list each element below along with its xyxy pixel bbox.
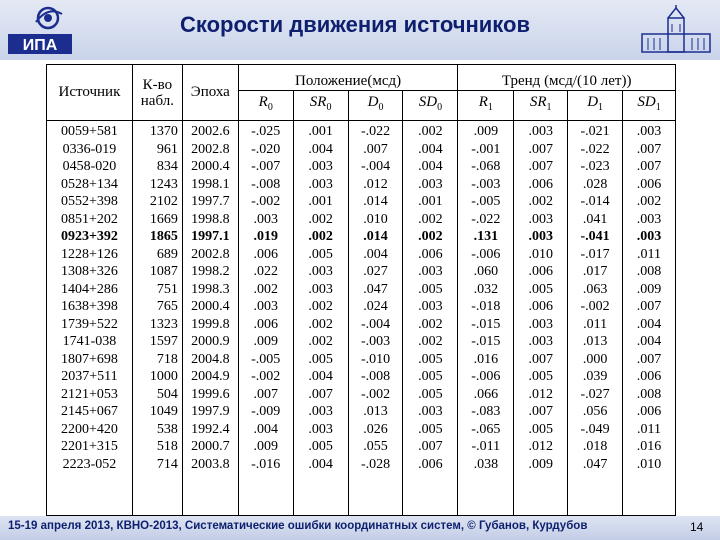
table-cell: -.083 [471, 404, 501, 419]
table-cell: .005 [528, 421, 553, 437]
table-cell: 2000.4 [191, 299, 230, 314]
table-cell: .063 [582, 281, 608, 297]
table-cell: .060 [473, 264, 499, 279]
table-cell: 1998.1 [191, 176, 230, 192]
header-source: Источник [47, 65, 133, 121]
table-cell: .003 [636, 229, 662, 244]
table-cell: -.025 [251, 124, 281, 139]
table-cell: 2121+053 [61, 386, 118, 402]
table-cell: 2145+067 [61, 404, 118, 419]
table-cell: 2000.9 [191, 334, 230, 349]
table-cell: .004 [636, 334, 662, 349]
column-D0 [348, 121, 403, 516]
table-cell: -.068 [471, 159, 501, 174]
table-cell: .010 [636, 456, 662, 472]
table-cell: .002 [418, 124, 443, 139]
table-cell: .002 [418, 211, 443, 227]
table-cell: .004 [418, 141, 443, 157]
table-cell: .004 [418, 159, 443, 174]
table-cell: .006 [253, 246, 278, 262]
table-cell: -.003 [471, 176, 501, 192]
table-cell: 1049 [149, 404, 178, 419]
table-cell: -.016 [251, 456, 281, 472]
table-cell: -.002 [580, 299, 610, 314]
table-cell: 0336-019 [62, 141, 117, 157]
table-cell: 1638+398 [61, 299, 118, 314]
table-cell: -.027 [580, 386, 610, 402]
table-cell: .013 [582, 334, 608, 349]
table-cell: 1370 [149, 124, 178, 139]
header-sub-0 [238, 91, 293, 121]
table-cell: .003 [253, 299, 278, 314]
table-cell: 2223-052 [62, 456, 117, 472]
table-cell: .005 [308, 246, 333, 262]
column-source [47, 121, 133, 516]
table-cell: -.049 [580, 421, 610, 437]
table-cell: 1807+698 [61, 351, 118, 367]
header-sub-index: 1 [546, 102, 552, 114]
table-cell: .003 [636, 211, 662, 227]
table-cell: -.005 [471, 194, 501, 209]
table-cell: .038 [473, 456, 499, 472]
table-cell: .019 [253, 229, 278, 244]
table-cell: 2102 [149, 194, 178, 209]
table-cell: .056 [582, 404, 608, 419]
table-cell: .008 [636, 386, 662, 402]
table-cell: 1997.9 [191, 404, 230, 419]
table-cell: 518 [156, 439, 178, 454]
table-cell: .066 [473, 386, 499, 402]
table-cell: .006 [253, 316, 278, 332]
table-cell: .003 [418, 404, 443, 419]
table-cell: 538 [156, 421, 178, 437]
table-cell: .007 [363, 141, 388, 157]
table-cell: 0059+581 [61, 124, 118, 139]
table-cell: 961 [156, 141, 178, 157]
source-velocities-table [46, 64, 676, 516]
table-cell: .003 [636, 124, 662, 139]
column-count [132, 121, 182, 516]
table-cell: -.022 [471, 211, 501, 227]
table-cell: .007 [418, 439, 443, 454]
table-cell: -.006 [471, 246, 501, 262]
column-D1 [568, 121, 623, 516]
column-SR1 [514, 121, 568, 516]
table-cell: .047 [582, 456, 608, 472]
column-R0 [238, 121, 293, 516]
table-cell: .007 [636, 299, 662, 314]
table-cell: .005 [528, 369, 553, 384]
table-cell: 689 [156, 246, 178, 262]
table-cell: .016 [473, 351, 499, 367]
table-cell: -.008 [360, 369, 391, 384]
table-cell: .006 [636, 176, 662, 192]
table-cell: .002 [253, 281, 278, 297]
table-cell: 2003.8 [191, 456, 230, 472]
table-cell: -.006 [471, 369, 501, 384]
table-cell: 1243 [149, 176, 178, 192]
table-cell: .039 [582, 369, 608, 384]
table-cell: 1739+522 [61, 316, 118, 332]
table-cell: .007 [528, 141, 553, 157]
header-count: К-во набл. [132, 65, 182, 121]
table-cell: 765 [156, 299, 178, 314]
table-cell: .006 [636, 404, 662, 419]
table-cell: .002 [308, 334, 333, 349]
table-cell: .004 [308, 369, 333, 384]
table-cell: .005 [308, 439, 333, 454]
table-cell: 1087 [149, 264, 178, 279]
table-cell: .006 [528, 176, 553, 192]
table-cell: 1741-038 [62, 334, 117, 349]
table-cell: .003 [528, 124, 553, 139]
header-sub-label: SD [637, 94, 656, 111]
table-cell: 1992.4 [191, 421, 230, 437]
header-sub-2 [348, 91, 403, 121]
table-cell: -.002 [251, 369, 281, 384]
logo-text: ИПА [22, 37, 58, 54]
header-sub-label: SR [529, 94, 547, 111]
table-cell: -.028 [360, 456, 391, 472]
table-cell: 0458-020 [62, 159, 117, 174]
table-cell: .014 [363, 229, 388, 244]
table-cell: .007 [636, 351, 662, 367]
table-cell: .011 [637, 421, 662, 437]
table-cell: 2037+511 [61, 369, 118, 384]
table-cell: .005 [528, 281, 553, 297]
table-cell: .011 [637, 246, 662, 262]
table-cell: 1228+126 [61, 246, 118, 262]
table-cell: .009 [253, 334, 278, 349]
table-cell: 0923+392 [60, 229, 118, 244]
table-cell: .009 [253, 439, 278, 454]
table-cell: .000 [582, 351, 608, 367]
table-cell: 2000.4 [191, 159, 230, 174]
column-SR0 [293, 121, 348, 516]
table-cell: -.004 [360, 316, 391, 332]
table-cell: .013 [363, 404, 388, 419]
table-cell: .011 [583, 316, 608, 332]
table-cell: 1323 [149, 316, 178, 332]
header-sub-6 [568, 91, 623, 121]
table-cell: .003 [528, 316, 553, 332]
table-cell: .002 [308, 211, 333, 227]
table-cell: .007 [636, 159, 662, 174]
table-cell: 0528+134 [61, 176, 118, 192]
table-cell: 1997.1 [191, 229, 230, 244]
table-cell: -.011 [471, 439, 501, 454]
table-cell: .002 [308, 299, 333, 314]
table-cell: .003 [308, 281, 333, 297]
table-cell: 2002.8 [191, 141, 230, 157]
header-sub-index: 0 [437, 102, 443, 114]
table-cell: .003 [418, 299, 443, 314]
table-cell: .002 [418, 316, 443, 332]
table-cell: .026 [363, 421, 388, 437]
header-sub-7 [623, 91, 676, 121]
table-cell: .032 [473, 281, 499, 297]
table-cell: 2004.9 [191, 369, 230, 384]
column-SD0 [403, 121, 458, 516]
table-cell: .041 [582, 211, 608, 227]
table-cell: 1999.8 [191, 316, 230, 332]
header-sub-label: D [367, 94, 379, 111]
table-cell: .004 [636, 316, 662, 332]
institute-logo-icon [6, 4, 74, 56]
column-epoch [182, 121, 238, 516]
table-cell: -.018 [471, 299, 501, 314]
header-sub-1 [293, 91, 348, 121]
table-cell: .009 [528, 456, 553, 472]
observatory-building-icon [640, 4, 712, 54]
table-cell: 718 [156, 351, 178, 367]
table-cell: .003 [528, 229, 553, 244]
table-cell: 2002.6 [191, 124, 230, 139]
table-cell: -.022 [360, 124, 391, 139]
table-cell: 714 [156, 456, 178, 472]
table-cell: .009 [473, 124, 499, 139]
table-cell: 2201+315 [61, 439, 118, 454]
table-cell: .006 [418, 456, 443, 472]
header-position-group: Положение(мсд) [238, 65, 458, 91]
table-cell: .004 [308, 456, 333, 472]
table-cell: .003 [308, 264, 333, 279]
table-cell: .003 [418, 176, 443, 192]
table-cell: .008 [636, 264, 662, 279]
table-cell: .006 [636, 369, 662, 384]
table-cell: .131 [473, 229, 499, 244]
table-cell: .003 [253, 211, 278, 227]
table-cell: -.002 [360, 386, 391, 402]
table-cell: .004 [363, 246, 388, 262]
table-cell: .003 [308, 159, 333, 174]
page-number: 14 [690, 520, 704, 534]
table-cell: 2004.8 [191, 351, 230, 367]
header-sub-index: 0 [267, 102, 273, 114]
table-cell: .018 [582, 439, 608, 454]
table-cell: .009 [636, 281, 662, 297]
table-cell: -.004 [360, 159, 391, 174]
column-R1 [458, 121, 514, 516]
table-cell: 1308+326 [61, 264, 118, 279]
table-cell: .017 [582, 264, 608, 279]
table-cell: .005 [418, 421, 443, 437]
table-cell: .005 [418, 351, 443, 367]
header-sub-3 [403, 91, 458, 121]
header-sub-label: SR [309, 94, 327, 111]
table-cell: -.017 [580, 246, 610, 262]
table-cell: .016 [636, 439, 662, 454]
table-cell: .007 [636, 141, 662, 157]
table-cell: -.010 [360, 351, 391, 367]
slide-title: Скорости движения источников [179, 12, 530, 37]
table-cell: .002 [528, 194, 553, 209]
table-cell: .022 [253, 264, 278, 279]
table-cell: .001 [308, 124, 333, 139]
table-cell: 2000.7 [191, 439, 230, 454]
table-cell: 1404+286 [61, 281, 118, 297]
table-cell: -.020 [251, 141, 281, 157]
table-cell: 1669 [149, 211, 178, 227]
table-cell: -.015 [471, 334, 501, 349]
table-cell: 1000 [149, 369, 178, 384]
column-SD1 [623, 121, 676, 516]
table-cell: .005 [418, 281, 443, 297]
footer-caption: 15-19 апреля 2013, КВНО-2013, Систематические ошибки координатных систем, © Губанов, Курдубов [8, 520, 588, 532]
table-cell: 751 [156, 281, 178, 297]
table-cell: .002 [308, 316, 333, 332]
table-cell: .047 [363, 281, 388, 297]
header-sub-index: 1 [655, 102, 661, 114]
table-cell: .007 [528, 404, 553, 419]
table-cell: -.002 [251, 194, 281, 209]
table-cell: .002 [308, 229, 333, 244]
table-cell: 0851+202 [61, 211, 118, 227]
table-cell: .055 [363, 439, 388, 454]
table-cell: 2200+420 [61, 421, 118, 437]
table-cell: -.007 [251, 159, 281, 174]
table-cell: .006 [418, 246, 443, 262]
header-sub-label: R [478, 94, 488, 111]
table-cell: 834 [156, 159, 178, 174]
table-cell: .005 [308, 351, 333, 367]
table-cell: .003 [528, 211, 553, 227]
header-sub-index: 1 [598, 102, 604, 114]
table-cell: -.005 [251, 351, 281, 367]
table-cell: 1998.3 [191, 281, 230, 297]
table-cell: -.009 [251, 404, 281, 419]
table-cell: .007 [528, 159, 553, 174]
table-cell: .001 [308, 194, 333, 209]
table-cell: .004 [253, 421, 278, 437]
header-sub-label: SD [418, 94, 438, 111]
table-cell: .027 [363, 264, 388, 279]
table-cell: .007 [308, 386, 333, 402]
table-cell: .012 [528, 386, 553, 402]
table-cell: -.041 [580, 229, 610, 244]
table-cell: .002 [418, 334, 443, 349]
table-cell: .010 [363, 211, 388, 227]
table-cell: .005 [418, 369, 443, 384]
table-cell: .006 [528, 299, 553, 314]
header-epoch: Эпоха [182, 65, 238, 121]
table-cell: .005 [418, 386, 443, 402]
table-cell: .012 [528, 439, 553, 454]
table-cell: .003 [308, 421, 333, 437]
table-cell: .003 [308, 176, 333, 192]
table-cell: .001 [418, 194, 443, 209]
table-cell: .004 [308, 141, 333, 157]
table-cell: -.023 [580, 159, 610, 174]
table-cell: 1999.6 [191, 386, 230, 402]
table-cell: .028 [582, 176, 608, 192]
table-cell: 1997.7 [191, 194, 230, 209]
table-cell: .002 [636, 194, 662, 209]
table-cell: -.003 [360, 334, 391, 349]
header-sub-index: 0 [326, 102, 332, 114]
table-cell: .007 [253, 386, 278, 402]
header-sub-label: R [258, 94, 268, 111]
table-cell: -.022 [580, 141, 610, 157]
table-cell: .003 [308, 404, 333, 419]
table-cell: -.008 [251, 176, 281, 192]
table-cell: .003 [528, 334, 553, 349]
table-cell: .014 [363, 194, 388, 209]
table-cell: -.021 [580, 124, 610, 139]
table-cell: 0552+398 [61, 194, 118, 209]
table-cell: .012 [363, 176, 388, 192]
table-cell: -.001 [471, 141, 501, 157]
table-cell: -.014 [580, 194, 610, 209]
table-cell: .024 [363, 299, 388, 314]
header-sub-5 [514, 91, 568, 121]
table-cell: .007 [528, 351, 553, 367]
table-cell: .010 [528, 246, 553, 262]
table-cell: -.015 [471, 316, 501, 332]
table-cell: 1998.2 [191, 264, 230, 279]
header-trend-group: Тренд (мсд/(10 лет)) [458, 65, 676, 91]
table-cell: .006 [528, 264, 553, 279]
table-cell: 1865 [149, 229, 178, 244]
table-cell: 504 [156, 386, 178, 402]
header-sub-4 [458, 91, 514, 121]
header-sub-label: D [587, 94, 599, 111]
table-cell: 1597 [149, 334, 178, 349]
header-sub-index: 1 [487, 102, 493, 114]
header-sub-index: 0 [378, 102, 384, 114]
table-cell: .002 [418, 229, 443, 244]
table-cell: -.065 [471, 421, 501, 437]
table-cell: 1998.8 [191, 211, 230, 227]
table-cell: 2002.8 [191, 246, 230, 262]
table-cell: .003 [418, 264, 443, 279]
